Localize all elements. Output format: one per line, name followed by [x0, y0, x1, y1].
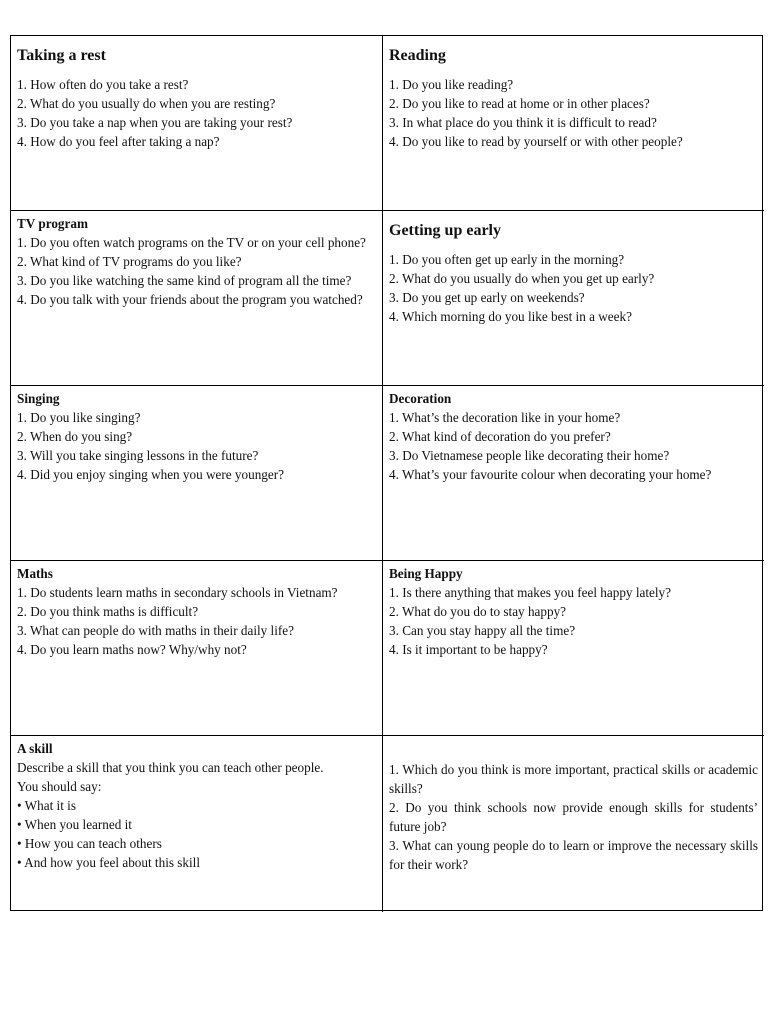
question: 4. Do you like to read by yourself or with other people? — [389, 134, 683, 149]
question: 4. How do you feel after taking a nap? — [17, 134, 220, 149]
question: 3. Do Vietnamese people like decorating their home? — [389, 448, 670, 463]
prompt-text: You should say: — [17, 779, 102, 794]
card-skill-follow-up — [383, 736, 764, 912]
question: 4. Which morning do you like best in a week? — [389, 309, 632, 324]
card-taking-a-rest — [11, 36, 383, 211]
question: 4. Did you enjoy singing when you were younger? — [17, 467, 284, 482]
question: 1. Which do you think is more important, practical skills or academic skills? — [389, 762, 758, 796]
question: 3. Will you take singing lessons in the future? — [17, 448, 259, 463]
question: 1. What’s the decoration like in your home? — [389, 410, 621, 425]
card-tv-program — [11, 211, 383, 386]
question: 4. Do you talk with your friends about the program you watched? — [17, 292, 363, 307]
question: 3. Do you like watching the same kind of program all the time? — [17, 273, 352, 288]
question: 4. Do you learn maths now? Why/why not? — [17, 642, 247, 657]
prompt-text: Describe a skill that you think you can teach other people. — [17, 760, 324, 775]
question: 2. What kind of decoration do you prefer? — [389, 429, 611, 444]
question: 1. Is there anything that makes you feel happy lately? — [389, 585, 671, 600]
question: 3. Do you take a nap when you are taking your rest? — [17, 115, 293, 130]
card-title: TV program — [17, 216, 88, 231]
card-title: Maths — [17, 566, 53, 581]
question: 2. What do you do to stay happy? — [389, 604, 567, 619]
question: 1. How often do you take a rest? — [17, 77, 189, 92]
bullet-item: • When you learned it — [17, 817, 132, 832]
card-getting-up-early — [383, 211, 764, 386]
question: 1. Do students learn maths in secondary schools in Vietnam? — [17, 585, 338, 600]
card-title — [389, 739, 758, 760]
question: 2. What kind of TV programs do you like? — [17, 254, 242, 269]
question: 2. When do you sing? — [17, 429, 133, 444]
card-singing — [11, 386, 383, 561]
card-title: Decoration — [389, 391, 452, 406]
card-a-skill — [11, 736, 383, 912]
bullet-item: • How you can teach others — [17, 836, 162, 851]
card-decoration — [383, 386, 764, 561]
bullet-item: • And how you feel about this skill — [17, 855, 201, 870]
question: 3. What can young people do to learn or improve the necessary skills for their work? — [389, 838, 758, 872]
question: 2. Do you think schools now provide enough skills for students’ future job? — [389, 800, 758, 834]
card-title: Singing — [17, 391, 60, 406]
card-title: A skill — [17, 741, 53, 756]
question: 2. What do you usually do when you are resting? — [17, 96, 276, 111]
question: 3. What can people do with maths in their daily life? — [17, 623, 294, 638]
question: 4. Is it important to be happy? — [389, 642, 548, 657]
question: 2. Do you think maths is difficult? — [17, 604, 199, 619]
question: 2. Do you like to read at home or in other places? — [389, 96, 650, 111]
cue-card-table — [10, 35, 763, 911]
card-title: Reading — [389, 47, 446, 64]
card-title: Taking a rest — [17, 47, 106, 64]
question: 3. Do you get up early on weekends? — [389, 290, 585, 305]
question: 4. What’s your favourite colour when decorating your home? — [389, 467, 712, 482]
card-being-happy — [383, 561, 764, 736]
question: 1. Do you like singing? — [17, 410, 141, 425]
card-title: Being Happy — [389, 566, 463, 581]
question: 3. Can you stay happy all the time? — [389, 623, 576, 638]
card-reading — [383, 36, 764, 211]
card-title: Getting up early — [389, 222, 501, 239]
card-maths — [11, 561, 383, 736]
bullet-item: • What it is — [17, 798, 76, 813]
question: 3. In what place do you think it is difficult to read? — [389, 115, 657, 130]
question: 1. Do you often watch programs on the TV or on your cell phone? — [17, 235, 366, 250]
question: 1. Do you often get up early in the morning? — [389, 252, 625, 267]
question: 2. What do you usually do when you get up early? — [389, 271, 655, 286]
question: 1. Do you like reading? — [389, 77, 514, 92]
